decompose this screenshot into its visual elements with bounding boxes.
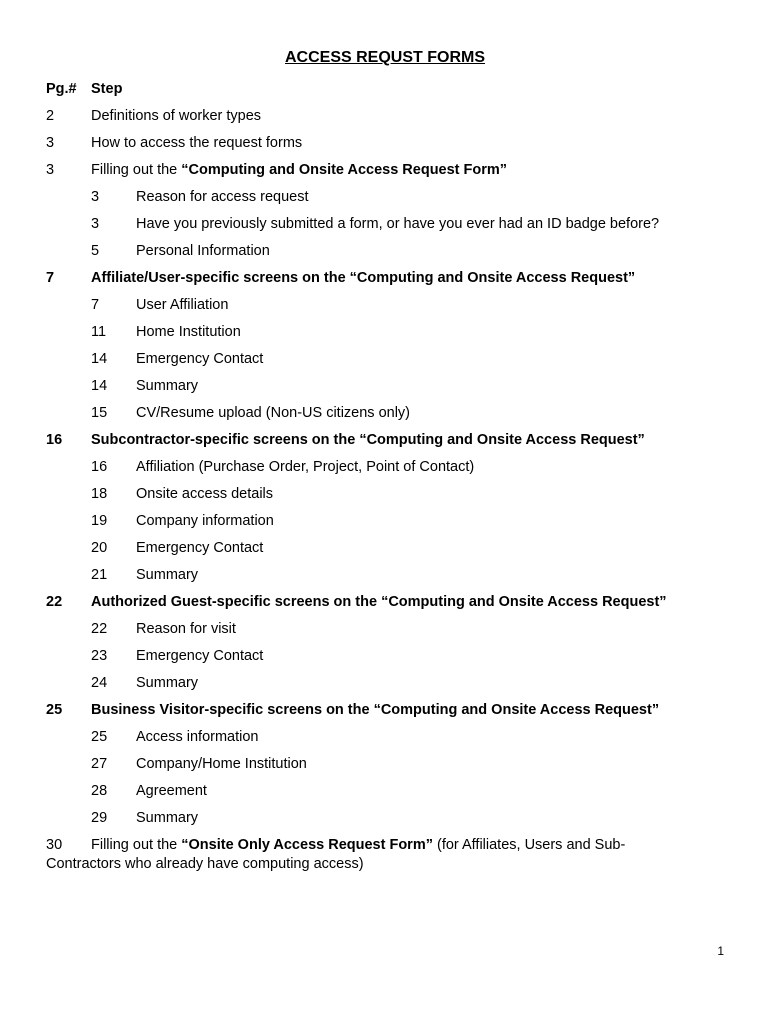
- toc-section-title: Business Visitor-specific screens on the “Computing and Onsite Access Request”: [91, 702, 660, 718]
- toc-step: Summary: [136, 378, 199, 394]
- toc-subrow: [0, 755, 770, 782]
- toc-row: [0, 161, 770, 188]
- toc-section-row: [0, 701, 770, 728]
- toc-section-title: Affiliate/User-specific screens on the “Computing and Onsite Access Request”: [91, 270, 636, 286]
- toc-page-number: 7: [91, 297, 100, 313]
- toc-subrow: [0, 404, 770, 431]
- toc-step: Home Institution: [136, 324, 241, 340]
- toc-final-prefix: Filling out the: [91, 837, 182, 853]
- document-title: ACCESS REQUST FORMS: [284, 49, 485, 66]
- toc-page-number: 25: [46, 702, 63, 718]
- toc-step: User Affiliation: [136, 297, 229, 313]
- toc-page-number: 30: [46, 837, 63, 853]
- toc-section-row: [0, 593, 770, 620]
- toc-step: Summary: [136, 810, 199, 826]
- toc-step: Reason for access request: [136, 189, 309, 205]
- toc-subrow: [0, 620, 770, 647]
- toc-page-number: 23: [91, 648, 108, 664]
- table-of-contents: [0, 80, 770, 836]
- toc-page-number: 24: [91, 675, 108, 691]
- toc-page-number: 22: [46, 594, 63, 610]
- toc-page-number: 15: [91, 405, 108, 421]
- toc-subrow: [0, 242, 770, 269]
- toc-subrow: [0, 377, 770, 404]
- page-column-header: Pg.#: [46, 81, 77, 97]
- toc-final-entry: [46, 836, 686, 874]
- toc-step: Onsite access details: [136, 486, 274, 502]
- toc-step: Emergency Contact: [136, 648, 264, 664]
- toc-section-row: [0, 431, 770, 458]
- toc-page-number: 18: [91, 486, 108, 502]
- toc-step: [91, 161, 507, 179]
- toc-subrow: [0, 647, 770, 674]
- toc-step: Company/Home Institution: [136, 756, 307, 772]
- toc-step: Personal Information: [136, 243, 270, 259]
- toc-final-suffix: (for Affiliates, Users and Sub-Contractors who already have computing access): [46, 837, 626, 872]
- toc-page-number: 5: [91, 243, 100, 259]
- toc-step: How to access the request forms: [91, 135, 303, 151]
- toc-step: Have you previously submitted a form, or have you ever had an ID badge before?: [136, 216, 660, 232]
- toc-step: Agreement: [136, 783, 207, 799]
- toc-page-number: 11: [91, 324, 107, 340]
- toc-step: Company information: [136, 513, 274, 529]
- toc-page-number: 14: [91, 378, 108, 394]
- toc-page-number: 22: [91, 621, 108, 637]
- toc-final-form-name: “Onsite Only Access Request Form”: [181, 837, 433, 853]
- toc-page-number: 16: [91, 459, 108, 475]
- toc-row: [0, 134, 770, 161]
- toc-step: Emergency Contact: [136, 351, 264, 367]
- toc-subrow: [0, 188, 770, 215]
- toc-step: Summary: [136, 567, 199, 583]
- toc-page-number: 19: [91, 513, 108, 529]
- toc-step: Definitions of worker types: [91, 108, 262, 124]
- toc-step-form-name: “Computing and Onsite Access Request Form”: [181, 162, 508, 178]
- toc-step-prefix: Filling out the: [91, 162, 182, 178]
- toc-subrow: [0, 566, 770, 593]
- toc-page-number: 29: [91, 810, 108, 826]
- toc-subrow: [0, 728, 770, 755]
- toc-subrow: [0, 485, 770, 512]
- toc-row: [0, 107, 770, 134]
- toc-header-row: [0, 80, 770, 107]
- toc-section-row: [0, 269, 770, 296]
- toc-page-number: 14: [91, 351, 108, 367]
- toc-subrow: [0, 458, 770, 485]
- toc-subrow: [0, 323, 770, 350]
- toc-subrow: [0, 539, 770, 566]
- toc-page-number: 2: [46, 108, 55, 124]
- toc-step: Affiliation (Purchase Order, Project, Point of Contact): [136, 459, 475, 475]
- toc-section-title: Subcontractor-specific screens on the “Computing and Onsite Access Request”: [91, 432, 645, 448]
- toc-page-number: 25: [91, 729, 108, 745]
- toc-step: Emergency Contact: [136, 540, 264, 556]
- toc-subrow: [0, 512, 770, 539]
- toc-subrow: [0, 350, 770, 377]
- toc-step: Access information: [136, 729, 259, 745]
- toc-page-number: 21: [91, 567, 108, 583]
- toc-page-number: 3: [46, 135, 55, 151]
- toc-section-title: Authorized Guest-specific screens on the “Computing and Onsite Access Request”: [91, 594, 667, 610]
- toc-step: Summary: [136, 675, 199, 691]
- toc-page-number: 3: [91, 189, 100, 205]
- toc-page-number: 20: [91, 540, 108, 556]
- toc-subrow: [0, 296, 770, 323]
- page-number: 1: [717, 944, 724, 958]
- toc-page-number: 28: [91, 783, 108, 799]
- toc-subrow: [0, 674, 770, 701]
- toc-page-number: 27: [91, 756, 108, 772]
- toc-step: Reason for visit: [136, 621, 236, 637]
- toc-page-number: 16: [46, 432, 63, 448]
- toc-subrow: [0, 782, 770, 809]
- toc-subrow: [0, 809, 770, 836]
- toc-step: CV/Resume upload (Non-US citizens only): [136, 405, 410, 421]
- toc-page-number: 3: [46, 162, 55, 178]
- step-column-header: Step: [91, 81, 123, 97]
- toc-page-number: 7: [46, 270, 55, 286]
- toc-page-number: 3: [91, 216, 100, 232]
- toc-subrow: [0, 215, 770, 242]
